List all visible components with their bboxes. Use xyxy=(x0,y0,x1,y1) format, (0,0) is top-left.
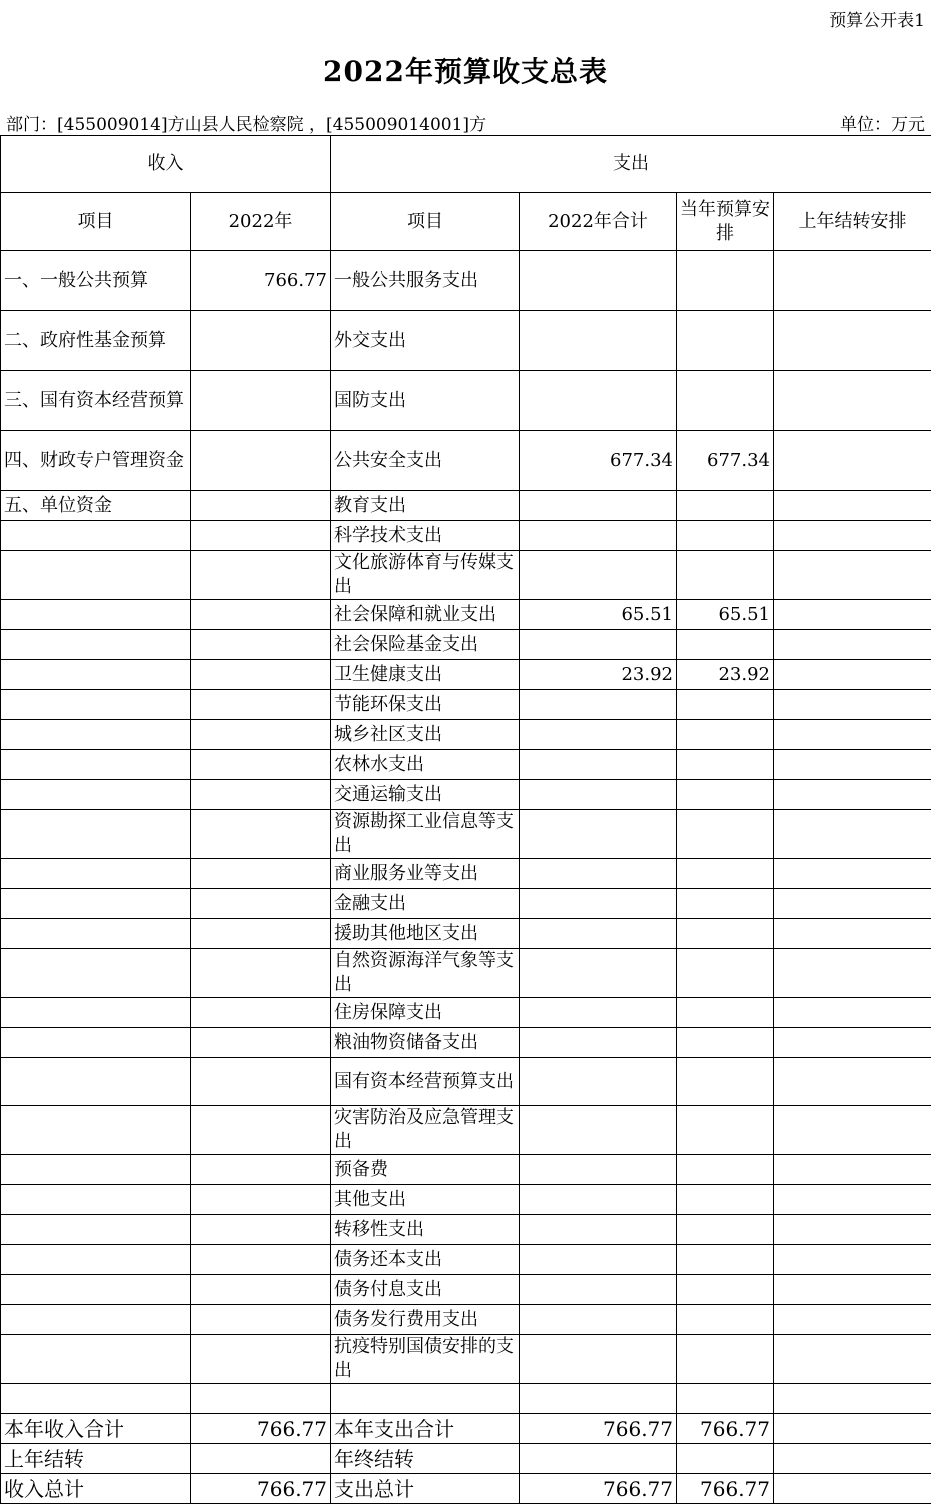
expense-carry-cell xyxy=(774,690,931,720)
income-item-cell xyxy=(1,750,191,780)
table-row xyxy=(1,551,931,600)
income-item-cell xyxy=(1,551,191,600)
expense-item-cell: 一般公共服务支出 xyxy=(331,251,520,311)
income-item-cell xyxy=(1,1275,191,1305)
table-row xyxy=(1,1028,931,1058)
table-row xyxy=(1,750,931,780)
expense-current-cell xyxy=(677,1275,774,1305)
table-row xyxy=(1,251,931,311)
expense-item-cell: 城乡社区支出 xyxy=(331,720,520,750)
expense-carry-cell xyxy=(774,1058,931,1106)
expense-carry-cell xyxy=(774,1335,931,1384)
income-year-header: 2022年 xyxy=(191,193,331,251)
expense-current-cell: 766.77 xyxy=(677,1414,774,1444)
expense-current-cell xyxy=(677,1245,774,1275)
budget-table xyxy=(0,135,931,1504)
expense-current-cell: 65.51 xyxy=(677,600,774,630)
expense-total-cell xyxy=(520,1028,677,1058)
table-row xyxy=(1,1215,931,1245)
expense-item-cell: 商业服务业等支出 xyxy=(331,859,520,889)
table-row xyxy=(1,810,931,859)
income-value-cell xyxy=(191,1335,331,1384)
table-row xyxy=(1,1444,931,1474)
expense-item-header: 项目 xyxy=(331,193,520,251)
expense-carry-cell xyxy=(774,371,931,431)
income-item-cell: 五、单位资金 xyxy=(1,491,191,521)
table-row xyxy=(1,600,931,630)
expense-total-cell xyxy=(520,1444,677,1474)
expense-current-cell xyxy=(677,1155,774,1185)
expense-carry-cell xyxy=(774,311,931,371)
expense-total-cell xyxy=(520,1335,677,1384)
table-row xyxy=(1,521,931,551)
income-item-cell: 四、财政专户管理资金 xyxy=(1,431,191,491)
expense-carry-cell xyxy=(774,251,931,311)
expense-carry-cell xyxy=(774,1215,931,1245)
expense-carry-cell xyxy=(774,1444,931,1474)
expense-total-cell xyxy=(520,251,677,311)
income-value-cell xyxy=(191,859,331,889)
expense-total-cell xyxy=(520,949,677,998)
expense-current-cell xyxy=(677,889,774,919)
table-row xyxy=(1,780,931,810)
income-item-cell xyxy=(1,1106,191,1155)
table-row xyxy=(1,630,931,660)
income-value-cell xyxy=(191,551,331,600)
expense-carry-cell xyxy=(774,1305,931,1335)
income-value-cell: 766.77 xyxy=(191,1474,331,1504)
expense-item-cell: 公共安全支出 xyxy=(331,431,520,491)
expense-item-cell: 粮油物资储备支出 xyxy=(331,1028,520,1058)
expense-total-cell: 65.51 xyxy=(520,600,677,630)
expense-current-cell xyxy=(677,630,774,660)
expense-total-cell xyxy=(520,720,677,750)
income-value-cell xyxy=(191,1028,331,1058)
expense-item-cell: 本年支出合计 xyxy=(331,1414,520,1444)
table-row xyxy=(1,1058,931,1106)
expense-header: 支出 xyxy=(331,136,931,193)
income-item-cell xyxy=(1,889,191,919)
expense-carry-cell xyxy=(774,1028,931,1058)
expense-carry-cell xyxy=(774,810,931,859)
expense-current-cell xyxy=(677,491,774,521)
income-value-cell: 766.77 xyxy=(191,251,331,311)
income-value-cell xyxy=(191,919,331,949)
department-label: 部门：[455009014]方山县人民检察院 ，[455009014001]方 xyxy=(6,110,486,135)
expense-total-cell xyxy=(520,311,677,371)
expense-total-cell xyxy=(520,780,677,810)
table-row xyxy=(1,919,931,949)
expense-carry-cell xyxy=(774,859,931,889)
expense-item-cell: 债务还本支出 xyxy=(331,1245,520,1275)
table-row xyxy=(1,889,931,919)
expense-item-cell: 抗疫特别国债安排的支出 xyxy=(331,1335,520,1384)
table-row xyxy=(1,1414,931,1444)
income-value-cell xyxy=(191,720,331,750)
income-item-cell xyxy=(1,1215,191,1245)
income-value-cell xyxy=(191,1155,331,1185)
table-row xyxy=(1,859,931,889)
header-row-1 xyxy=(1,136,931,193)
table-row xyxy=(1,1185,931,1215)
income-item-cell xyxy=(1,521,191,551)
expense-current-cell xyxy=(677,1215,774,1245)
income-value-cell xyxy=(191,1106,331,1155)
expense-current-cell xyxy=(677,690,774,720)
expense-carry-cell xyxy=(774,1275,931,1305)
table-row xyxy=(1,1474,931,1504)
income-value-cell xyxy=(191,521,331,551)
table-row xyxy=(1,431,931,491)
expense-total-cell xyxy=(520,371,677,431)
expense-item-cell: 国有资本经营预算支出 xyxy=(331,1058,520,1106)
expense-total-cell xyxy=(520,1215,677,1245)
table-row xyxy=(1,1275,931,1305)
income-value-cell xyxy=(191,1185,331,1215)
expense-current-cell xyxy=(677,1335,774,1384)
income-value-cell xyxy=(191,431,331,491)
expense-carry-cell xyxy=(774,750,931,780)
expense-item-cell: 节能环保支出 xyxy=(331,690,520,720)
table-number: 预算公开表1 xyxy=(829,6,925,31)
expense-carry-cell xyxy=(774,1245,931,1275)
expense-current-cell xyxy=(677,998,774,1028)
expense-current-cell xyxy=(677,371,774,431)
income-item-cell xyxy=(1,780,191,810)
expense-carry-cell xyxy=(774,1185,931,1215)
income-item-cell xyxy=(1,859,191,889)
expense-item-cell xyxy=(331,1384,520,1414)
expense-item-cell: 自然资源海洋气象等支出 xyxy=(331,949,520,998)
expense-carry-cell xyxy=(774,491,931,521)
expense-carry-cell xyxy=(774,660,931,690)
income-value-cell xyxy=(191,780,331,810)
income-item-cell xyxy=(1,660,191,690)
income-item-cell xyxy=(1,949,191,998)
expense-carry-cell xyxy=(774,1474,931,1504)
income-item-cell: 上年结转 xyxy=(1,1444,191,1474)
expense-current-cell: 766.77 xyxy=(677,1474,774,1504)
expense-current-cell xyxy=(677,1444,774,1474)
table-row xyxy=(1,949,931,998)
expense-carry-header: 上年结转安排 xyxy=(774,193,931,251)
income-value-cell xyxy=(191,949,331,998)
expense-item-cell: 外交支出 xyxy=(331,311,520,371)
expense-total-cell: 766.77 xyxy=(520,1414,677,1444)
income-item-cell xyxy=(1,1245,191,1275)
income-item-cell xyxy=(1,1335,191,1384)
expense-carry-cell xyxy=(774,1414,931,1444)
expense-total-cell xyxy=(520,1305,677,1335)
header-row-2 xyxy=(1,193,931,251)
income-value-cell xyxy=(191,1275,331,1305)
income-item-cell xyxy=(1,919,191,949)
expense-carry-cell xyxy=(774,600,931,630)
income-item-cell xyxy=(1,1185,191,1215)
income-item-cell xyxy=(1,630,191,660)
expense-current-cell: 23.92 xyxy=(677,660,774,690)
expense-item-cell: 援助其他地区支出 xyxy=(331,919,520,949)
expense-carry-cell xyxy=(774,1155,931,1185)
expense-total-cell xyxy=(520,1275,677,1305)
table-row xyxy=(1,311,931,371)
income-value-cell xyxy=(191,810,331,859)
income-item-cell xyxy=(1,1155,191,1185)
expense-current-header: 当年预算安排 xyxy=(677,193,774,251)
expense-current-cell xyxy=(677,780,774,810)
expense-total-cell: 766.77 xyxy=(520,1474,677,1504)
table-row xyxy=(1,491,931,521)
expense-total-cell xyxy=(520,998,677,1028)
income-value-cell xyxy=(191,660,331,690)
expense-carry-cell xyxy=(774,431,931,491)
expense-carry-cell xyxy=(774,630,931,660)
expense-current-cell xyxy=(677,521,774,551)
expense-current-cell xyxy=(677,919,774,949)
income-value-cell xyxy=(191,1245,331,1275)
income-item-cell xyxy=(1,720,191,750)
income-item-cell: 收入总计 xyxy=(1,1474,191,1504)
expense-total-cell: 23.92 xyxy=(520,660,677,690)
table-row xyxy=(1,998,931,1028)
income-value-cell xyxy=(191,690,331,720)
expense-current-cell xyxy=(677,1106,774,1155)
expense-carry-cell xyxy=(774,521,931,551)
expense-total-cell xyxy=(520,1155,677,1185)
expense-item-cell: 金融支出 xyxy=(331,889,520,919)
expense-item-cell: 文化旅游体育与传媒支出 xyxy=(331,551,520,600)
expense-total-cell xyxy=(520,750,677,780)
expense-carry-cell xyxy=(774,720,931,750)
income-value-cell xyxy=(191,311,331,371)
income-value-cell xyxy=(191,491,331,521)
income-value-cell xyxy=(191,1058,331,1106)
income-value-cell xyxy=(191,630,331,660)
expense-item-cell: 债务发行费用支出 xyxy=(331,1305,520,1335)
income-header: 收入 xyxy=(1,136,331,193)
expense-item-cell: 卫生健康支出 xyxy=(331,660,520,690)
expense-item-cell: 资源勘探工业信息等支出 xyxy=(331,810,520,859)
expense-carry-cell xyxy=(774,551,931,600)
expense-current-cell xyxy=(677,551,774,600)
expense-carry-cell xyxy=(774,998,931,1028)
income-item-cell xyxy=(1,1384,191,1414)
table-row xyxy=(1,1245,931,1275)
expense-total-cell xyxy=(520,551,677,600)
table-row xyxy=(1,1155,931,1185)
table-row xyxy=(1,720,931,750)
income-item-cell: 本年收入合计 xyxy=(1,1414,191,1444)
table-row xyxy=(1,1335,931,1384)
expense-total-cell xyxy=(520,521,677,551)
expense-total-cell xyxy=(520,1058,677,1106)
expense-item-cell: 科学技术支出 xyxy=(331,521,520,551)
income-item-cell: 三、国有资本经营预算 xyxy=(1,371,191,431)
expense-carry-cell xyxy=(774,889,931,919)
income-item-cell: 一、一般公共预算 xyxy=(1,251,191,311)
income-item-cell xyxy=(1,600,191,630)
expense-total-cell xyxy=(520,630,677,660)
income-item-cell xyxy=(1,1305,191,1335)
expense-current-cell xyxy=(677,810,774,859)
expense-current-cell xyxy=(677,720,774,750)
table-row xyxy=(1,1106,931,1155)
expense-carry-cell xyxy=(774,1384,931,1414)
income-item-cell xyxy=(1,1058,191,1106)
income-item-header: 项目 xyxy=(1,193,191,251)
expense-total-cell xyxy=(520,1384,677,1414)
expense-carry-cell xyxy=(774,949,931,998)
income-value-cell xyxy=(191,1444,331,1474)
expense-current-cell xyxy=(677,1028,774,1058)
income-value-cell xyxy=(191,371,331,431)
income-item-cell: 二、政府性基金预算 xyxy=(1,311,191,371)
expense-current-cell xyxy=(677,1384,774,1414)
expense-item-cell: 其他支出 xyxy=(331,1185,520,1215)
income-item-cell xyxy=(1,1028,191,1058)
expense-current-cell xyxy=(677,949,774,998)
expense-current-cell xyxy=(677,750,774,780)
expense-current-cell xyxy=(677,1305,774,1335)
expense-item-cell: 灾害防治及应急管理支出 xyxy=(331,1106,520,1155)
expense-current-cell: 677.34 xyxy=(677,431,774,491)
expense-current-cell xyxy=(677,311,774,371)
expense-current-cell xyxy=(677,251,774,311)
income-value-cell xyxy=(191,1215,331,1245)
expense-item-cell: 社会保险基金支出 xyxy=(331,630,520,660)
expense-total-header: 2022年合计 xyxy=(520,193,677,251)
expense-total-cell xyxy=(520,1245,677,1275)
expense-item-cell: 预备费 xyxy=(331,1155,520,1185)
income-item-cell xyxy=(1,690,191,720)
expense-current-cell xyxy=(677,859,774,889)
income-value-cell xyxy=(191,1305,331,1335)
expense-total-cell xyxy=(520,919,677,949)
expense-total-cell xyxy=(520,1106,677,1155)
table-row xyxy=(1,1305,931,1335)
expense-item-cell: 社会保障和就业支出 xyxy=(331,600,520,630)
income-item-cell xyxy=(1,998,191,1028)
expense-total-cell xyxy=(520,859,677,889)
table-row xyxy=(1,371,931,431)
income-value-cell xyxy=(191,889,331,919)
expense-total-cell xyxy=(520,1185,677,1215)
expense-total-cell xyxy=(520,889,677,919)
page-title: 2022年预算收支总表 xyxy=(0,50,931,90)
expense-item-cell: 年终结转 xyxy=(331,1444,520,1474)
expense-item-cell: 国防支出 xyxy=(331,371,520,431)
expense-total-cell xyxy=(520,491,677,521)
expense-item-cell: 农林水支出 xyxy=(331,750,520,780)
income-value-cell xyxy=(191,1384,331,1414)
expense-item-cell: 债务付息支出 xyxy=(331,1275,520,1305)
expense-item-cell: 支出总计 xyxy=(331,1474,520,1504)
table-row xyxy=(1,1384,931,1414)
expense-current-cell xyxy=(677,1058,774,1106)
income-value-cell xyxy=(191,998,331,1028)
expense-total-cell xyxy=(520,810,677,859)
table-row xyxy=(1,690,931,720)
expense-carry-cell xyxy=(774,919,931,949)
expense-item-cell: 转移性支出 xyxy=(331,1215,520,1245)
expense-total-cell xyxy=(520,690,677,720)
expense-current-cell xyxy=(677,1185,774,1215)
expense-item-cell: 教育支出 xyxy=(331,491,520,521)
income-value-cell xyxy=(191,750,331,780)
expense-carry-cell xyxy=(774,1106,931,1155)
expense-item-cell: 交通运输支出 xyxy=(331,780,520,810)
expense-carry-cell xyxy=(774,780,931,810)
income-value-cell: 766.77 xyxy=(191,1414,331,1444)
unit-label: 单位：万元 xyxy=(840,110,925,135)
expense-total-cell: 677.34 xyxy=(520,431,677,491)
table-row xyxy=(1,660,931,690)
income-value-cell xyxy=(191,600,331,630)
expense-item-cell: 住房保障支出 xyxy=(331,998,520,1028)
income-item-cell xyxy=(1,810,191,859)
